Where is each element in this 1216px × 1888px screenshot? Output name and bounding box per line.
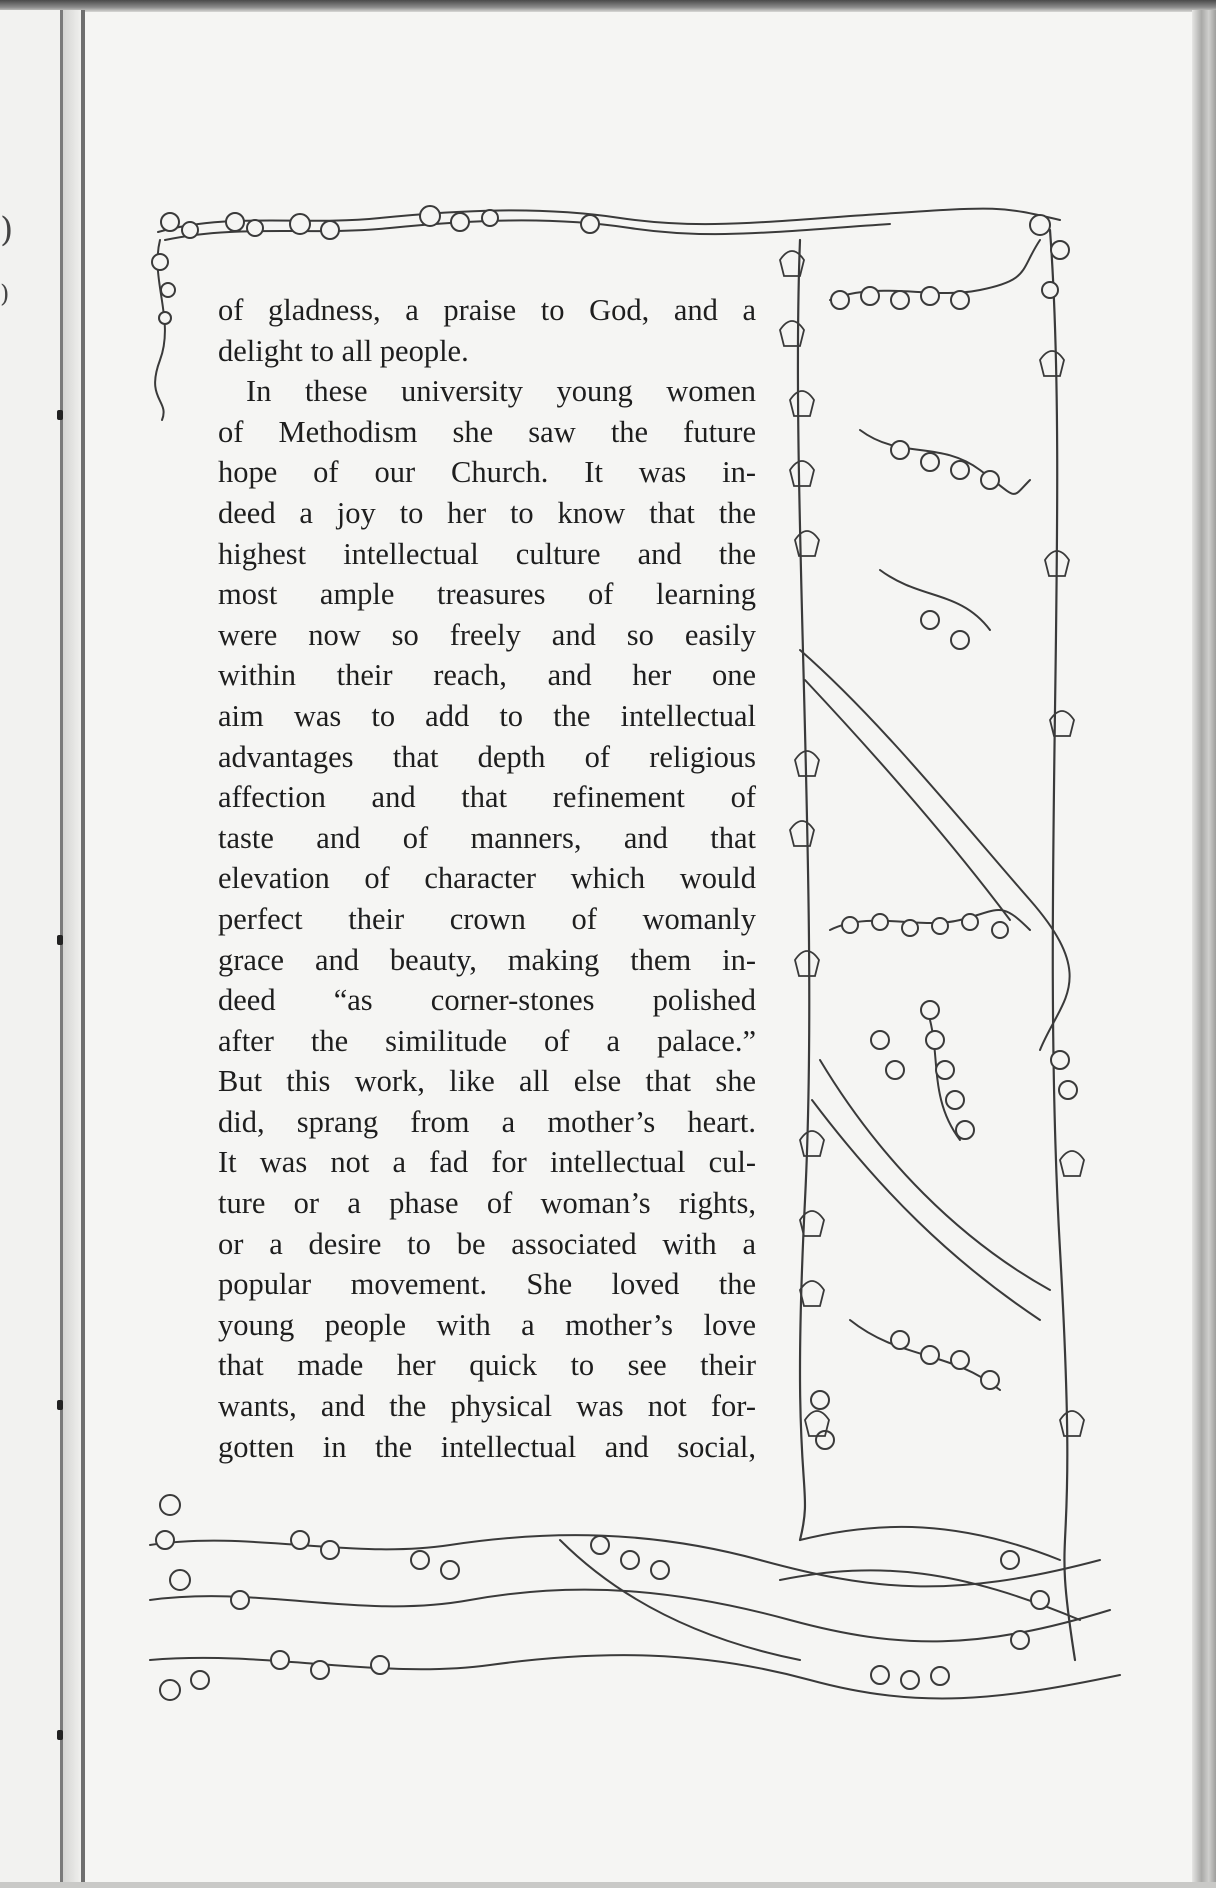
text-line: after the similitude of a palace.” <box>218 1023 756 1058</box>
text-line: It was not a fad for intellectual cul- <box>218 1145 756 1180</box>
text-line: of gladness, a praise to God, and a <box>218 293 756 327</box>
text-line: wants, and the physical was not for- <box>218 1389 756 1424</box>
text-line: perfect their crown of womanly <box>218 901 756 936</box>
text-line: or a desire to be associated with a <box>218 1226 756 1261</box>
text-line: were now so freely and so easily <box>218 617 756 652</box>
text-line: delight to all people. <box>218 333 469 368</box>
text-line: within their reach, and her one <box>218 658 756 693</box>
text-line: elevation of character which would <box>218 861 756 896</box>
facing-page-glyph: ) <box>0 210 14 250</box>
text-line: did, sprang from a mother’s heart. <box>218 1104 756 1139</box>
text-line: taste and of manners, and that <box>218 820 756 855</box>
text-line: aim was to add to the intellectual <box>218 698 756 733</box>
text-line: deed a joy to her to know that the <box>218 495 756 530</box>
text-line: young people with a mother’s love <box>218 1307 756 1342</box>
text-line: deed “as corner-stones polished <box>218 983 756 1018</box>
text-line: But this work, like all else that she <box>218 1064 756 1099</box>
text-line: that made her quick to see their <box>218 1348 756 1383</box>
text-line: grace and beauty, making them in- <box>218 942 756 977</box>
text-line: ture or a phase of woman’s rights, <box>218 1186 756 1221</box>
text-line: advantages that depth of religious <box>218 739 756 774</box>
text-line: popular movement. She loved the <box>218 1267 756 1302</box>
text-line: gotten in the intellectual and social, <box>218 1429 756 1464</box>
text-line: hope of our Church. It was in- <box>218 455 756 490</box>
facing-page-glyph: ) <box>0 280 10 308</box>
text-line: affection and that refinement of <box>218 780 756 815</box>
text-line: In these university young women <box>246 374 756 409</box>
text-line: most ample treasures of learning <box>218 577 756 612</box>
text-line: of Methodism she saw the future <box>218 414 756 449</box>
body-text-block <box>218 290 756 1467</box>
text-line: highest intellectual culture and the <box>218 536 756 571</box>
